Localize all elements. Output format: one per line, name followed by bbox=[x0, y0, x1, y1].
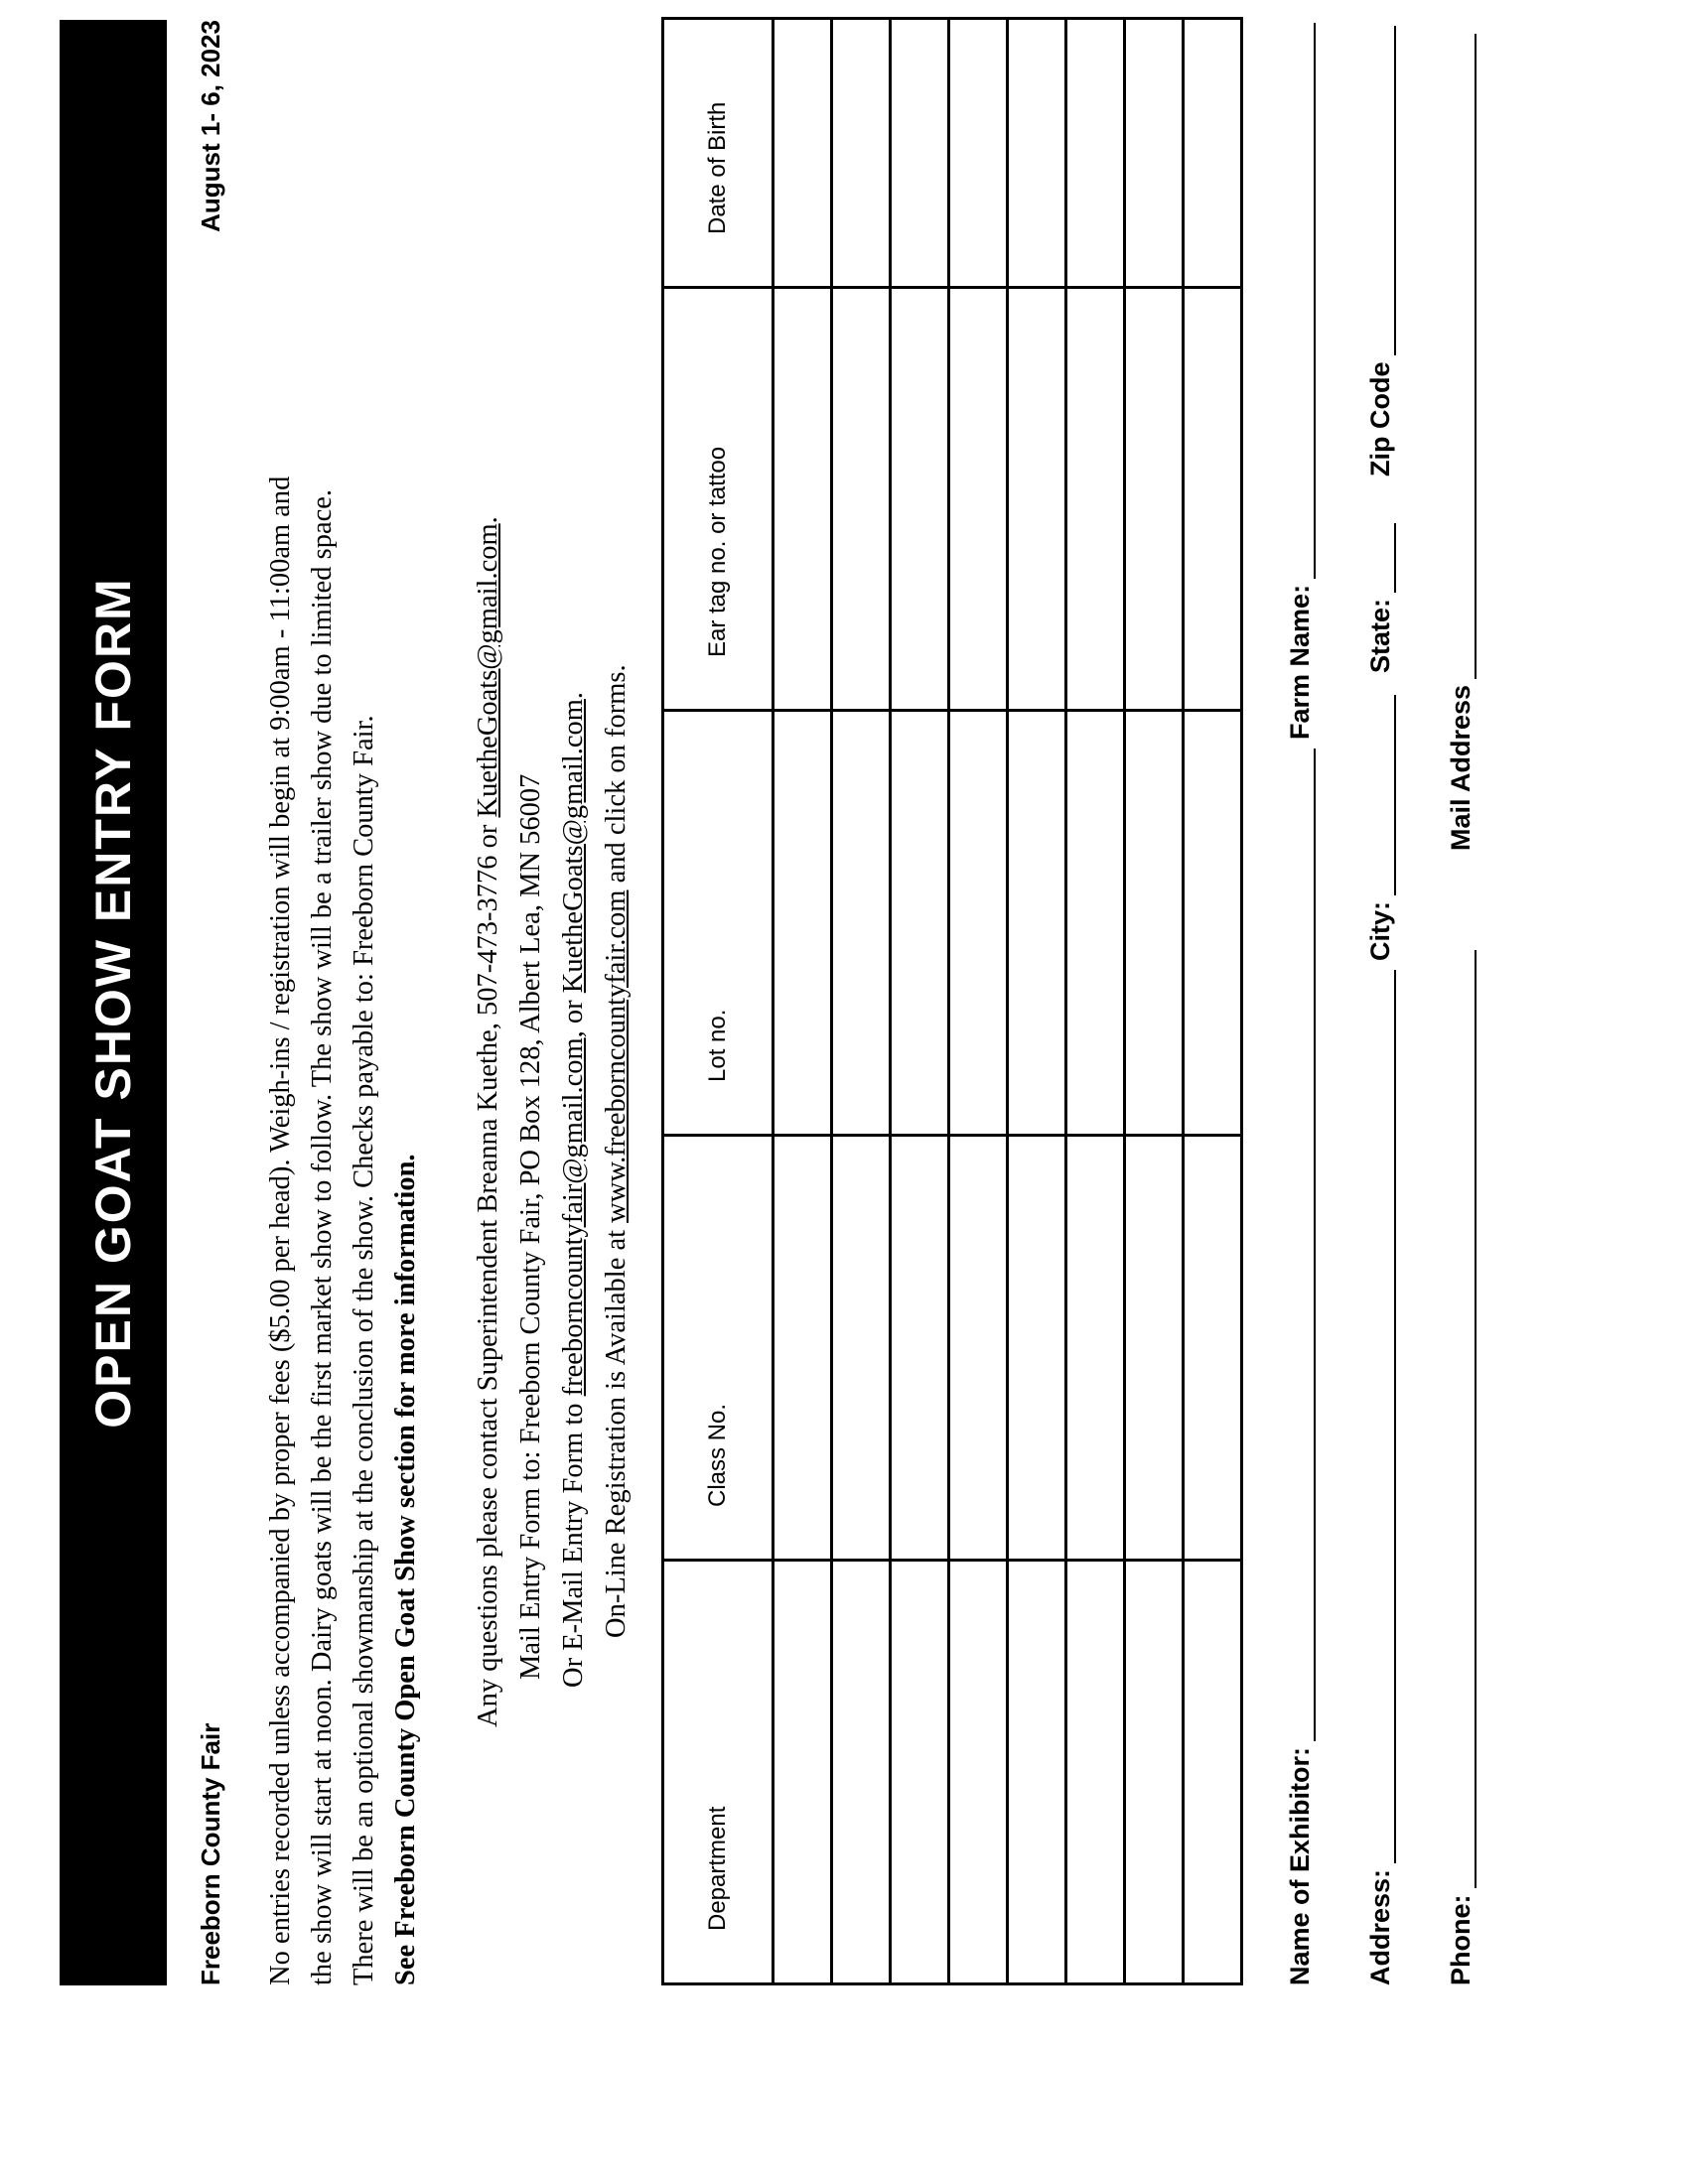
ear-tag-cell[interactable] bbox=[832, 288, 891, 711]
state-field[interactable] bbox=[1364, 523, 1396, 673]
class-no-cell[interactable] bbox=[891, 1136, 949, 1561]
exhibitor-name-label: Name of Exhibitor: bbox=[1285, 1746, 1315, 1985]
date-of-birth-cell[interactable] bbox=[949, 19, 1008, 288]
email-entry-line bbox=[552, 20, 595, 1985]
email-entry-text: Or E-Mail Entry Form to bbox=[558, 1396, 589, 1688]
goats-email-link[interactable]: KuetheGoats@gmail.com bbox=[558, 699, 589, 994]
zip-code-line[interactable] bbox=[1364, 27, 1396, 356]
class-no-cell[interactable] bbox=[1066, 1136, 1125, 1561]
instructions-block bbox=[260, 20, 427, 1985]
address-label: Address: bbox=[1365, 1868, 1395, 1985]
class-no-cell[interactable] bbox=[774, 1136, 832, 1561]
class-no-cell[interactable] bbox=[1008, 1136, 1066, 1561]
city-label: City: bbox=[1365, 901, 1395, 961]
table-row bbox=[891, 19, 949, 1984]
phone-line[interactable] bbox=[1445, 951, 1477, 1889]
table-row bbox=[1125, 19, 1184, 1984]
table-row bbox=[832, 19, 891, 1984]
phone-label: Phone: bbox=[1446, 1894, 1476, 1985]
department-cell[interactable] bbox=[891, 1561, 949, 1984]
header-date-of-birth: Date of Birth bbox=[663, 19, 774, 288]
instructions-line-3: There will be an optional showmanship at the conclusion of the show. Checks payable to: Freeborn County Fair. bbox=[349, 715, 379, 1985]
class-no-cell[interactable] bbox=[949, 1136, 1008, 1561]
exhibitor-name-line[interactable] bbox=[1284, 749, 1316, 1741]
lot-no-cell[interactable] bbox=[1008, 711, 1066, 1136]
instructions-line-2: the show will start at noon. Dairy goats will be the first market show to follow. The show will be a trailer show due to limited space. bbox=[307, 488, 338, 1985]
exhibitor-name-field[interactable] bbox=[1284, 749, 1316, 1985]
questions-text: Any questions please contact Superintendent Breanna Kuethe, 507-473-3776 or bbox=[473, 817, 503, 1727]
farm-name-label: Farm Name: bbox=[1285, 584, 1315, 740]
department-cell[interactable] bbox=[832, 1561, 891, 1984]
department-cell[interactable] bbox=[1125, 1561, 1184, 1984]
lot-no-cell[interactable] bbox=[1066, 711, 1125, 1136]
online-end: and click on forms. bbox=[601, 664, 632, 890]
entry-table-header bbox=[663, 19, 774, 1984]
form-title-bar bbox=[60, 20, 167, 1985]
zip-code-label: Zip Code bbox=[1365, 361, 1395, 477]
mail-entry-line: Mail Entry Form to: Freeborn County Fair, PO Box 128, Albert Lea, MN 56007 bbox=[515, 773, 546, 1680]
lot-no-cell[interactable] bbox=[891, 711, 949, 1136]
mail-address-field[interactable] bbox=[1445, 34, 1477, 851]
open-goat-show-section: Freeborn County Open Goat Show bbox=[390, 1515, 421, 1938]
questions-end: . bbox=[473, 516, 503, 524]
city-field[interactable] bbox=[1364, 695, 1396, 961]
online-text: On-Line Registration is Available at bbox=[601, 1222, 632, 1638]
date-of-birth-cell[interactable] bbox=[891, 19, 949, 288]
superintendent-email-link[interactable]: KuetheGoats@gmail.com bbox=[473, 523, 503, 818]
ear-tag-cell[interactable] bbox=[891, 288, 949, 711]
ear-tag-cell[interactable] bbox=[1066, 288, 1125, 711]
phone-field[interactable] bbox=[1445, 951, 1477, 1986]
department-cell[interactable] bbox=[1184, 1561, 1242, 1984]
farm-name-line[interactable] bbox=[1284, 23, 1316, 579]
fair-website-link[interactable]: www.freeborncountyfair.com bbox=[601, 889, 632, 1223]
city-line[interactable] bbox=[1364, 695, 1396, 895]
table-row bbox=[1008, 19, 1066, 1984]
table-row bbox=[774, 19, 832, 1984]
ear-tag-cell[interactable] bbox=[1008, 288, 1066, 711]
class-no-cell[interactable] bbox=[1125, 1136, 1184, 1561]
lot-no-cell[interactable] bbox=[774, 711, 832, 1136]
instructions-line-1: No entries recorded unless accompanied by proper fees ($5.00 per head). Weigh-ins / registration will begin at 9:00am - 11:00am and bbox=[265, 476, 296, 1985]
header-class-no: Class No. bbox=[663, 1136, 774, 1561]
header-ear-tag: Ear tag no. or tattoo bbox=[663, 288, 774, 711]
mail-address-line[interactable] bbox=[1445, 34, 1477, 679]
date-of-birth-cell[interactable] bbox=[1008, 19, 1066, 288]
form-title: OPEN GOAT SHOW ENTRY FORM bbox=[85, 577, 141, 1429]
department-cell[interactable] bbox=[1008, 1561, 1066, 1984]
ear-tag-cell[interactable] bbox=[949, 288, 1008, 711]
table-row bbox=[1066, 19, 1125, 1984]
lot-no-cell[interactable] bbox=[832, 711, 891, 1136]
mail-address-label: Mail Address bbox=[1446, 684, 1476, 851]
state-label: State: bbox=[1365, 598, 1395, 673]
lot-no-cell[interactable] bbox=[1125, 711, 1184, 1136]
ear-tag-cell[interactable] bbox=[1125, 288, 1184, 711]
table-row bbox=[1184, 19, 1242, 1984]
date-of-birth-cell[interactable] bbox=[774, 19, 832, 288]
questions-line bbox=[467, 20, 509, 1985]
email-mid: , or bbox=[558, 993, 589, 1038]
date-of-birth-cell[interactable] bbox=[1066, 19, 1125, 288]
see-prefix: See bbox=[390, 1937, 421, 1985]
entry-table bbox=[661, 17, 1243, 1985]
class-no-cell[interactable] bbox=[832, 1136, 891, 1561]
department-cell[interactable] bbox=[774, 1561, 832, 1984]
class-no-cell[interactable] bbox=[1184, 1136, 1242, 1561]
address-line[interactable] bbox=[1364, 970, 1396, 1863]
date-of-birth-cell[interactable] bbox=[1184, 19, 1242, 288]
date-of-birth-cell[interactable] bbox=[832, 19, 891, 288]
lot-no-cell[interactable] bbox=[949, 711, 1008, 1136]
contact-block bbox=[467, 20, 637, 1985]
email-end: . bbox=[558, 691, 589, 700]
date-of-birth-cell[interactable] bbox=[1125, 19, 1184, 288]
header-department: Department bbox=[663, 1561, 774, 1984]
ear-tag-cell[interactable] bbox=[1184, 288, 1242, 711]
instructions-line-4 bbox=[385, 20, 427, 1985]
ear-tag-cell[interactable] bbox=[774, 288, 832, 711]
state-line[interactable] bbox=[1364, 523, 1396, 593]
online-registration-line bbox=[595, 20, 637, 1985]
lot-no-cell[interactable] bbox=[1184, 711, 1242, 1136]
see-suffix: section for more information. bbox=[390, 1154, 421, 1516]
fair-name: Freeborn County Fair bbox=[196, 1722, 225, 1985]
table-row bbox=[949, 19, 1008, 1984]
department-cell[interactable] bbox=[1066, 1561, 1125, 1984]
department-cell[interactable] bbox=[949, 1561, 1008, 1984]
fair-email-link[interactable]: freeborncountyfair@gmail.com bbox=[558, 1037, 589, 1397]
address-field[interactable] bbox=[1364, 970, 1396, 1985]
zip-code-field[interactable] bbox=[1364, 27, 1396, 478]
header-lot-no: Lot no. bbox=[663, 711, 774, 1136]
entry-form-page bbox=[60, 20, 1476, 1985]
show-dates: August 1- 6, 2023 bbox=[196, 20, 225, 232]
farm-name-field[interactable] bbox=[1284, 23, 1316, 740]
